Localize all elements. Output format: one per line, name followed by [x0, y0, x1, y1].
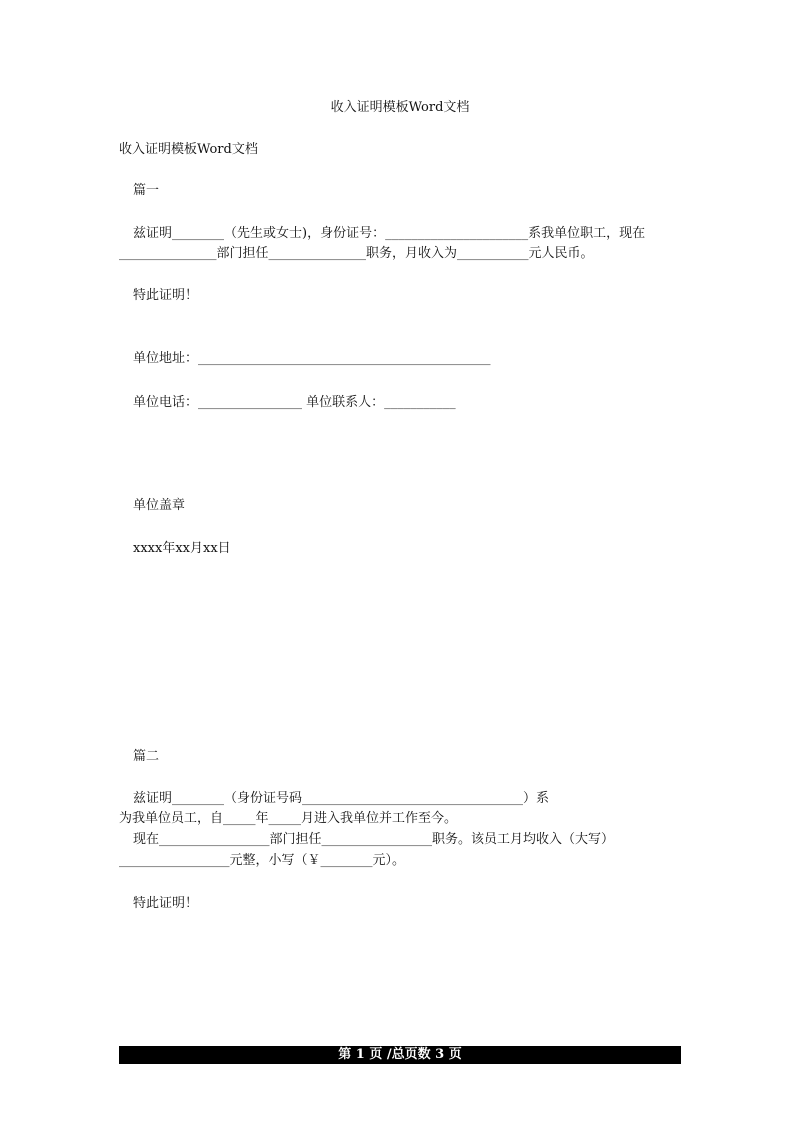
part2-line1: 兹证明________（身份证号码__________________________________）系 [133, 791, 550, 806]
document-subtitle: 收入证明模板Word文档 [119, 142, 258, 157]
page-footer: 第 1 页 /总页数 3 页 [119, 1046, 681, 1064]
part1-body-line1: 兹证明________（先生或女士)，身份证号：______________________系我单位职工，现在 [133, 226, 646, 241]
part1-phone-contact: 单位电话：________________ 单位联系人：___________ [133, 395, 456, 410]
part2-heading: 篇二 [133, 749, 160, 764]
part2-line4: _________________元整，小写（￥________元）。 [119, 853, 406, 868]
part1-seal: 单位盖章 [133, 498, 186, 513]
page-title: 收入证明模板Word文档 [330, 100, 470, 115]
part1-date: xxxx年xx月xx日 [133, 541, 231, 556]
part1-closing: 特此证明！ [133, 288, 199, 303]
part2-line3: 现在_________________部门担任_________________职务。该员工月均收入（大写） [133, 832, 615, 847]
part2-line2: 为我单位员工，自_____年_____月进入我单位并工作至今。 [119, 811, 458, 826]
part1-heading: 篇一 [133, 183, 160, 198]
part2-closing: 特此证明！ [133, 896, 199, 911]
part1-address: 单位地址：_____________________________________________ [133, 351, 491, 366]
part1-body-line2: _______________部门担任_______________职务，月收入为___________元人民币。 [119, 246, 594, 261]
